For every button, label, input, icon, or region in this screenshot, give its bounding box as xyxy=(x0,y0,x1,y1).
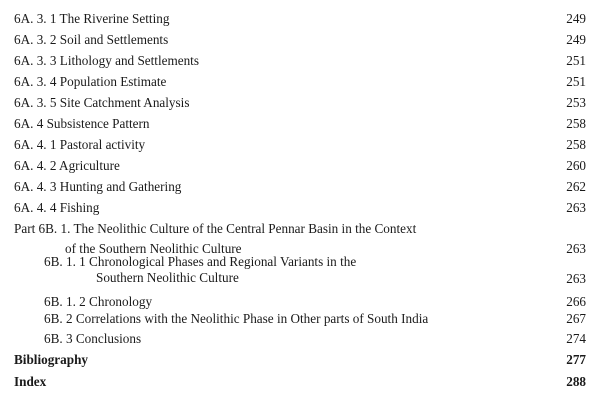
toc-entry-title: Part 6B. 1. The Neolithic Culture of the Central Pennar Basin in the Context xyxy=(14,221,417,236)
toc-entry xyxy=(0,135,600,155)
toc-entry-page: 253 xyxy=(566,95,586,110)
toc-entry-title: 6B. 2 Correlations with the Neolithic Phase in Other parts of South India xyxy=(44,311,429,326)
toc-entry-title: 6A. 3. 2 Soil and Settlements xyxy=(14,32,169,47)
toc-entry-title: 6A. 3. 4 Population Estimate xyxy=(14,74,167,89)
toc-entry-title-continued: Southern Neolithic Culture xyxy=(96,270,239,285)
toc-entry-page: 249 xyxy=(566,11,586,26)
toc-entry-title: 6A. 4. 2 Agriculture xyxy=(14,158,120,173)
toc-entry-page: 263 xyxy=(566,271,586,286)
toc-entry-title: 6A. 3. 1 The Riverine Setting xyxy=(14,11,170,26)
toc-entry-title: 6B. 1. 1 Chronological Phases and Regional Variants in the xyxy=(44,254,357,269)
toc-entry-page: 267 xyxy=(566,311,586,326)
toc-entry-title: 6A. 4. 3 Hunting and Gathering xyxy=(14,179,182,194)
toc-entry-title: 6B. 3 Conclusions xyxy=(44,331,142,346)
toc-entry-title: 6A. 3. 3 Lithology and Settlements xyxy=(14,53,199,68)
toc-entry xyxy=(0,329,600,349)
toc-entry xyxy=(0,93,600,113)
toc-entry-title: Bibliography xyxy=(14,352,89,367)
toc-entry-page: 262 xyxy=(566,179,586,194)
toc-entry-continuation xyxy=(0,268,600,288)
toc-entry xyxy=(0,350,600,370)
toc-entry-page: 249 xyxy=(566,32,586,47)
toc-entry xyxy=(0,9,600,29)
toc-entry-page: 260 xyxy=(566,158,586,173)
toc-entry-page: 258 xyxy=(566,137,586,152)
toc-entry-title: 6A. 4. 1 Pastoral activity xyxy=(14,137,146,152)
toc-entry xyxy=(0,114,600,134)
toc-entry xyxy=(0,51,600,71)
toc-entry-page: 251 xyxy=(566,74,586,89)
toc-entry-title: 6A. 4 Subsistence Pattern xyxy=(14,116,150,131)
toc-entry xyxy=(0,72,600,92)
toc-entry-title: 6A. 3. 5 Site Catchment Analysis xyxy=(14,95,190,110)
toc-entry xyxy=(0,372,600,392)
toc-entry-title: 6A. 4. 4 Fishing xyxy=(14,200,100,215)
toc-entry-page: 251 xyxy=(566,53,586,68)
toc-entry-title: 6B. 1. 2 Chronology xyxy=(44,294,153,309)
toc-entry xyxy=(0,177,600,197)
toc-entry-page: 263 xyxy=(566,241,586,256)
toc-entry-page: 288 xyxy=(566,374,586,389)
toc-entry-title-continued: of the Southern Neolithic Culture xyxy=(65,241,242,256)
toc-entry xyxy=(0,198,600,218)
toc-entry-page: 263 xyxy=(566,200,586,215)
toc-entry xyxy=(0,309,600,329)
toc-entry-page: 277 xyxy=(566,352,586,367)
toc-entry xyxy=(0,219,600,239)
toc-entry-page: 274 xyxy=(566,331,586,346)
toc-entry-page: 258 xyxy=(566,116,586,131)
toc-entry xyxy=(0,30,600,50)
toc-entry-page: 266 xyxy=(566,294,586,309)
toc-entry xyxy=(0,156,600,176)
toc-entry-title: Index xyxy=(14,374,47,389)
